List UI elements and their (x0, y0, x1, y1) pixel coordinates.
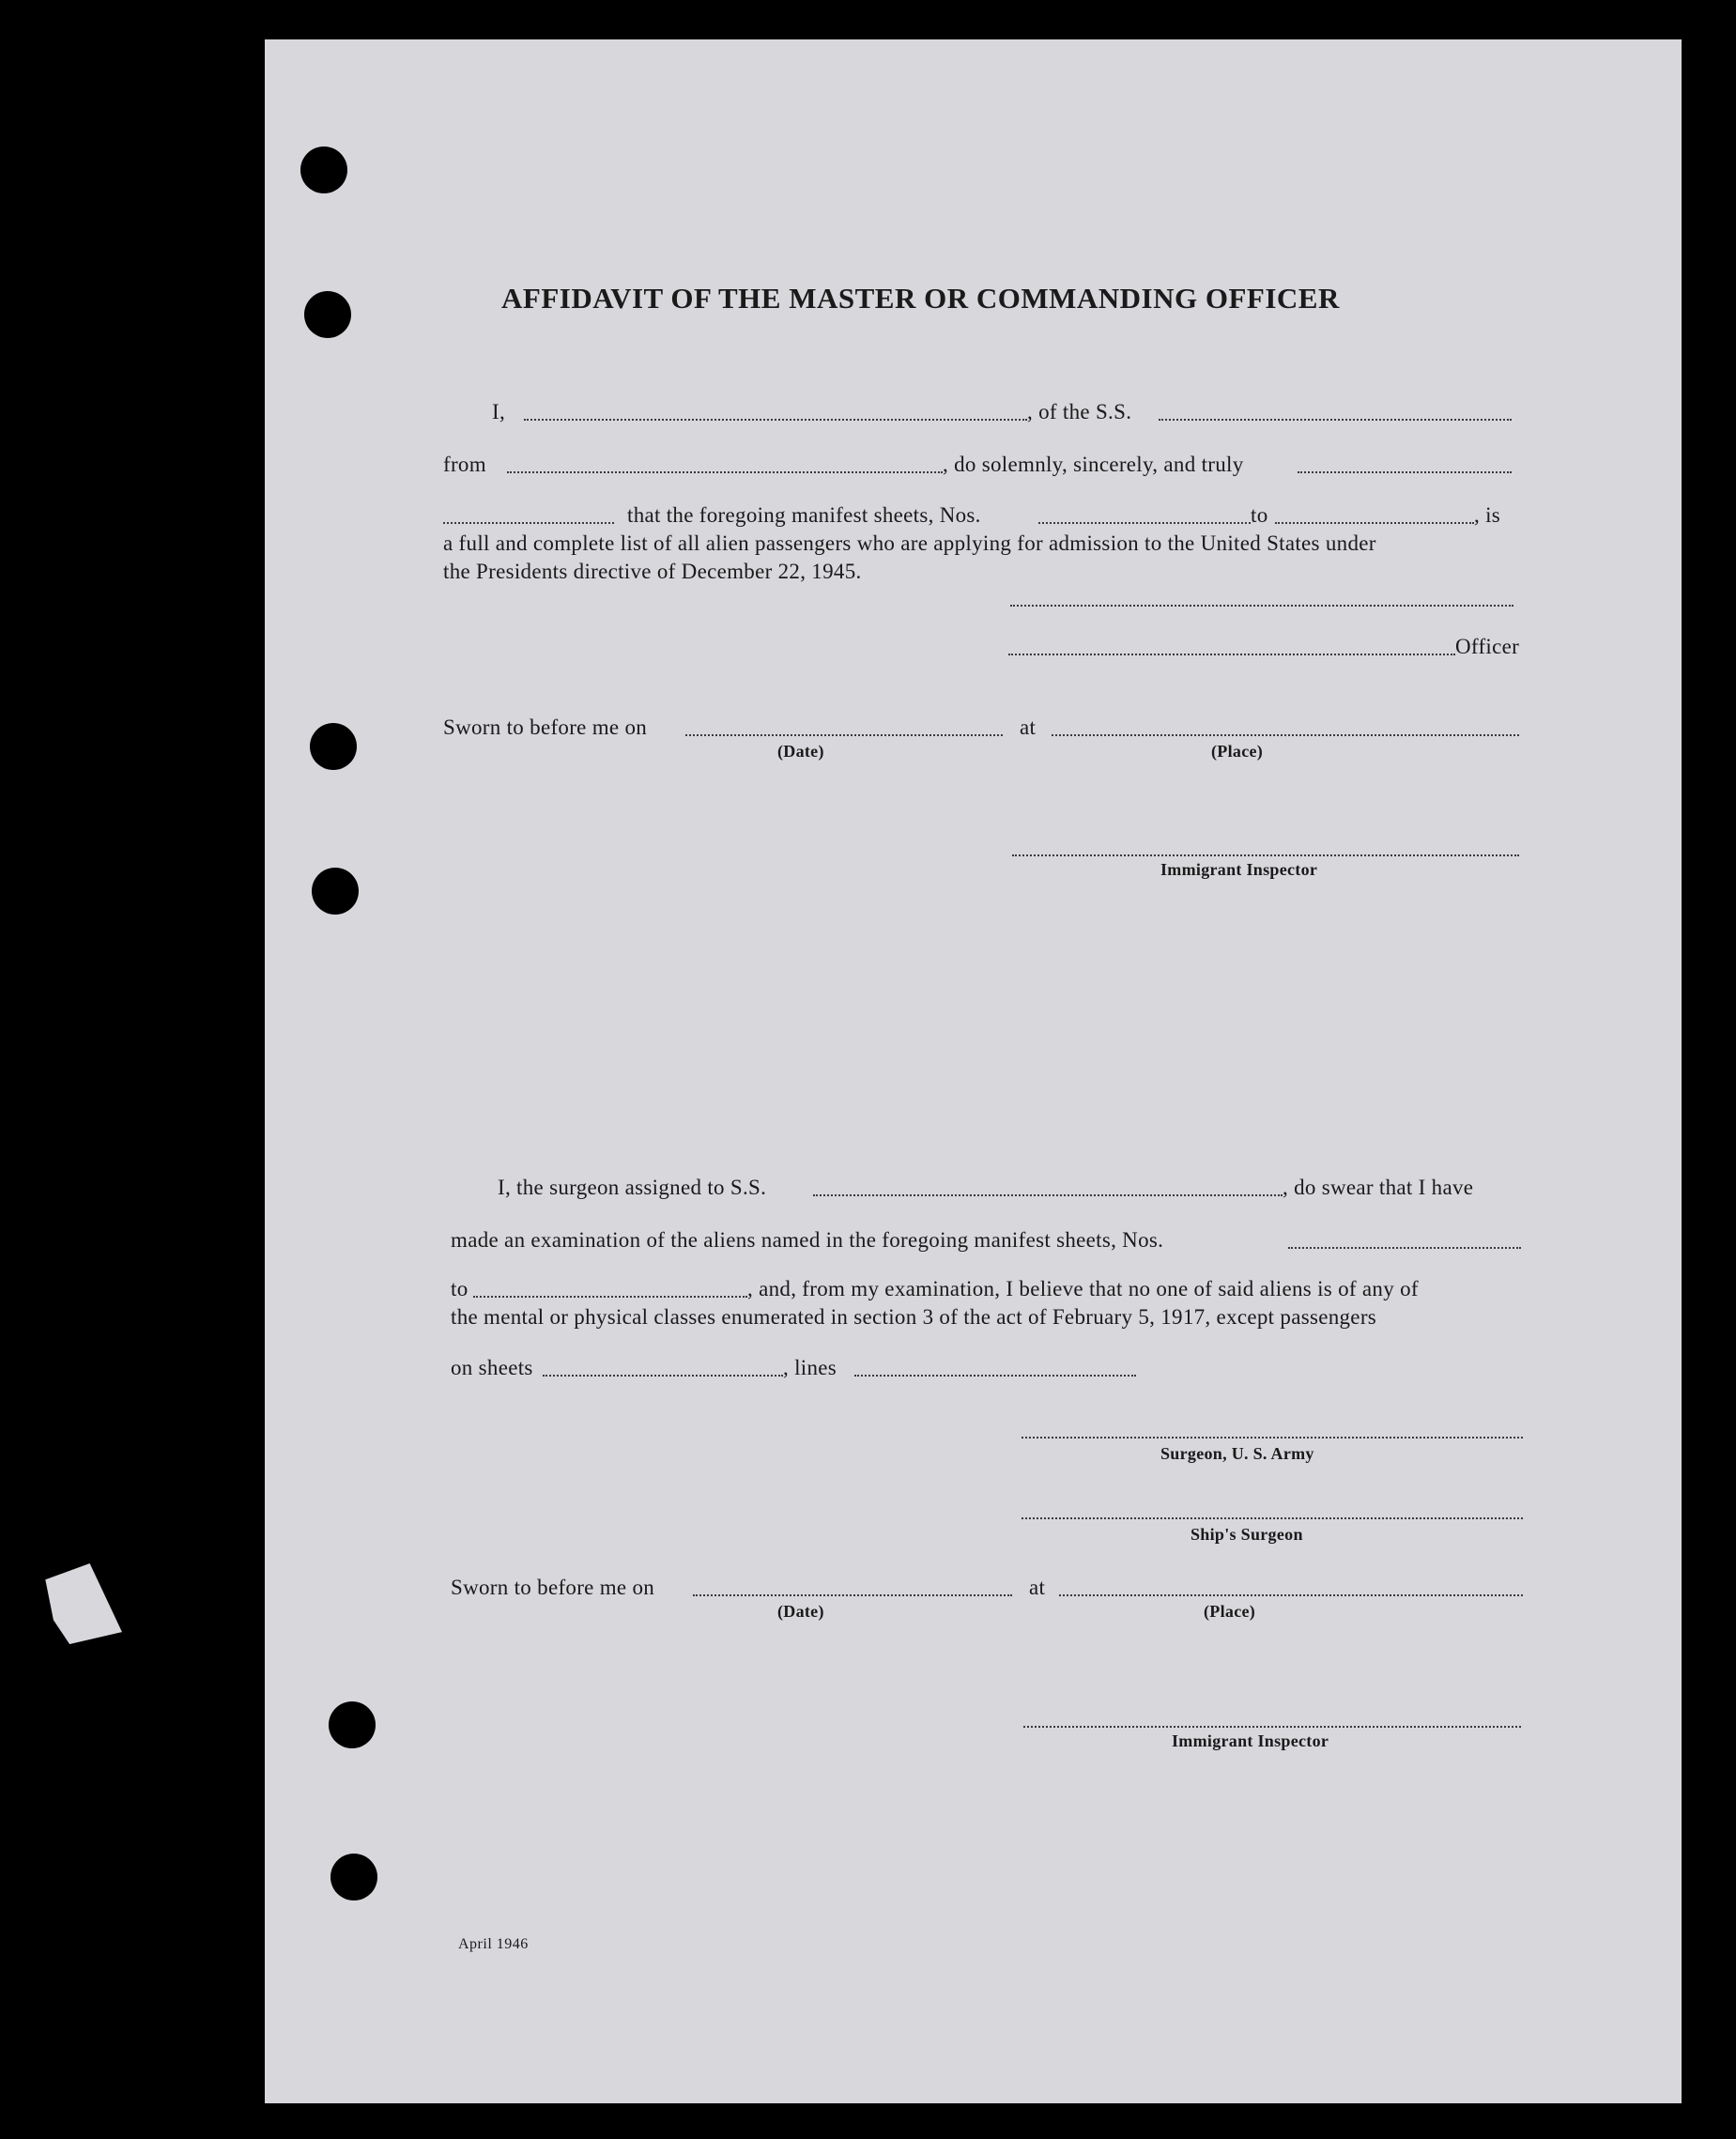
surgeon-swear-text: , do swear that I have (1283, 1176, 1474, 1199)
punch-hole (330, 1854, 377, 1900)
date-caption-2: (Date) (777, 1602, 824, 1621)
surgeon-to-label: to (451, 1277, 469, 1300)
punch-hole (300, 146, 347, 193)
sworn-at-label-2: at (1029, 1576, 1046, 1599)
ship-name-field[interactable] (1159, 419, 1512, 421)
surgeon-manifest-to-field[interactable] (473, 1296, 747, 1298)
surgeon-text-line2: made an examination of the aliens named in the foregoing manifest sheets, Nos. (451, 1228, 1164, 1252)
declaration-field[interactable] (443, 522, 614, 524)
surgeon-text-line3: , and, from my examination, I believe that no one of said aliens is of any of (747, 1277, 1419, 1300)
form-title: AFFIDAVIT OF THE MASTER OR COMMANDING OFFICER (501, 282, 1340, 315)
punch-hole (304, 291, 351, 338)
master-statement-line5: the Presidents directive of December 22, 1945. (443, 560, 862, 583)
manifest-text: that the foregoing manifest sheets, Nos. (627, 503, 981, 527)
paper-scrap (41, 1563, 122, 1644)
master-statement-line4: a full and complete list of all alien passengers who are applying for admission to the United States under (443, 531, 1376, 555)
officer-signature-line1[interactable] (1010, 605, 1513, 607)
sworn-text-1: Sworn to before me on (443, 716, 648, 739)
punch-hole (310, 723, 357, 770)
inspector-signature-line-2[interactable] (1023, 1726, 1521, 1728)
surgeon-manifest-from-field[interactable] (1288, 1247, 1521, 1249)
sworn-place-field-2[interactable] (1059, 1594, 1523, 1596)
except-lines-field[interactable] (854, 1375, 1136, 1377)
from-port-field[interactable] (507, 471, 943, 473)
except-sheets-field[interactable] (543, 1375, 783, 1377)
inspector-caption-1: Immigrant Inspector (1160, 860, 1318, 879)
from-label: from (443, 453, 486, 476)
affiant-i-label: I, (492, 400, 506, 423)
surgeon-ship-field[interactable] (813, 1194, 1283, 1196)
sworn-at-label-1: at (1020, 716, 1037, 739)
sworn-date-field-1[interactable] (685, 734, 1003, 736)
sworn-place-field-1[interactable] (1052, 734, 1519, 736)
to-label: to (1251, 503, 1268, 527)
is-text: , is (1474, 503, 1501, 527)
solemnly-text: , do solemnly, sincerely, and truly (943, 453, 1244, 476)
punch-hole (329, 1701, 376, 1748)
oath-type-field[interactable] (1298, 471, 1512, 473)
place-caption-1: (Place) (1211, 742, 1264, 761)
sworn-date-field-2[interactable] (693, 1594, 1012, 1596)
place-caption-2: (Place) (1204, 1602, 1256, 1621)
ships-surgeon-signature-line[interactable] (1022, 1517, 1523, 1519)
officer-label: Officer (1455, 635, 1520, 658)
date-caption-1: (Date) (777, 742, 824, 761)
inspector-caption-2: Immigrant Inspector (1172, 1731, 1329, 1750)
surgeon-text-line4: the mental or physical classes enumerated in section 3 of the act of February 5, 1917, except passengers (451, 1305, 1377, 1329)
sheets-label: on sheets (451, 1356, 533, 1379)
master-name-field[interactable] (524, 419, 1027, 421)
form-page (265, 39, 1682, 2103)
ships-surgeon-caption: Ship's Surgeon (1191, 1525, 1303, 1544)
inspector-signature-line-1[interactable] (1012, 854, 1519, 856)
officer-signature-line2[interactable] (1008, 654, 1455, 655)
form-revision-date: April 1946 (458, 1936, 529, 1952)
surgeon-text-line1: I, the surgeon assigned to S.S. (498, 1176, 767, 1199)
ss-label: , of the S.S. (1027, 400, 1132, 423)
punch-hole (312, 868, 359, 915)
sworn-text-2: Sworn to before me on (451, 1576, 655, 1599)
manifest-to-no-field[interactable] (1275, 522, 1474, 524)
army-surgeon-signature-line[interactable] (1022, 1437, 1523, 1439)
army-surgeon-caption: Surgeon, U. S. Army (1160, 1444, 1314, 1463)
manifest-from-no-field[interactable] (1038, 522, 1251, 524)
lines-label: , lines (783, 1356, 837, 1379)
